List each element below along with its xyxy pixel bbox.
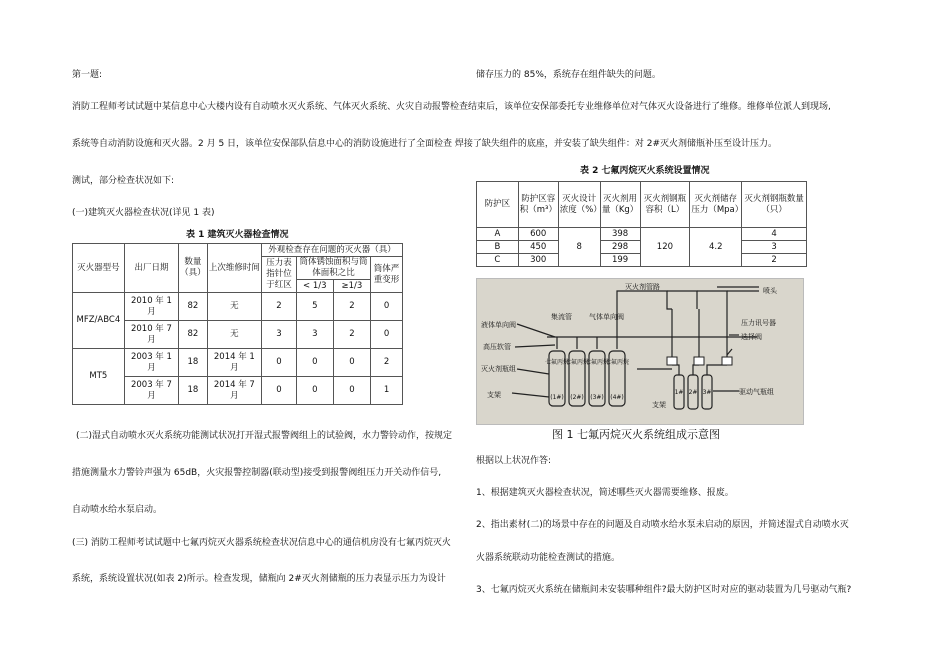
section-2-line-1: (二)湿式自动喷水灭火系统功能测试状况打开湿式报警阀组上的试验阀，水力警铃动作，按规定 [76, 431, 453, 441]
cell-volume: 600 [518, 228, 558, 241]
cell-date: 2003 年 1 月 [124, 349, 178, 377]
figure-caption: 图 1 七氟丙烷灭火系统组成示意图 [552, 428, 720, 441]
cell-amount: 398 [600, 228, 640, 241]
question-2-line-2: 火器系统联动功能检查测试的措施。 [476, 553, 621, 563]
cell-qty: 82 [179, 321, 208, 349]
cylinder-label: 七氟丙烷 [544, 359, 570, 366]
cell-zone: A [477, 228, 519, 241]
drive-number: 3# [702, 389, 712, 396]
th-cylinder-volume: 灭火剂钢瓶容积（L） [640, 182, 690, 228]
cell-type: MFZ/ABC4 [73, 293, 125, 349]
table1-caption: 表 1 建筑灭火器检查情况 [186, 230, 289, 240]
heading-question-1: 第一题: [72, 70, 103, 80]
th-deform: 筒体严重变形 [371, 257, 403, 293]
label-liquid-check-valve: 液体单向阀 [481, 321, 516, 329]
label-frame: 支架 [487, 391, 501, 399]
label-selector-valve: 选择阀 [741, 333, 762, 341]
section-3-line-2: 系统，系统设置状况(如表 2)所示。检查发现，储瓶向 2#灭火剂储瓶的压力表显示压力为设计 [72, 574, 446, 584]
cell-lt: 5 [296, 293, 333, 321]
cylinder-number: (4#) [610, 394, 624, 401]
cell-ge: 0 [333, 377, 370, 405]
drive-number: 1# [674, 389, 684, 396]
cell-deform: 1 [371, 377, 403, 405]
table-row [477, 228, 807, 241]
cell-amount: 298 [600, 241, 640, 254]
cell-volume: 450 [518, 241, 558, 254]
prompt-answer: 根据以上状况作答: [476, 456, 552, 466]
cell-gauge: 0 [262, 377, 297, 405]
paragraph-check: 测试，部分检查状况如下: [72, 176, 175, 186]
table-row [73, 349, 403, 377]
cell-type: MT5 [73, 349, 125, 405]
cell-volume: 300 [518, 254, 558, 267]
cell-deform: 2 [371, 349, 403, 377]
section-1-title: (一)建筑灭火器检查状况(详见 1 表) [72, 208, 215, 218]
question-3: 3、七氟丙烷灭火系统在储瓶间未安装哪种组件?最大防护区时对应的驱动装置为几号驱动气瓶? [476, 585, 852, 595]
cell-deform: 0 [371, 293, 403, 321]
paragraph-intro-2: 系统等自动消防设施和灭火器。2 月 5 日，该单位安保部队信息中心的消防设施进行了全面检查 焊接了缺失组件的底座，并安装了缺失组件：对 2#灭火剂储瓶补压至设计压力。 [72, 139, 778, 149]
th-gauge-red: 压力表指针位于红区 [262, 257, 297, 293]
label-manifold: 集流管 [551, 313, 572, 321]
th-qty: 数量（具） [179, 244, 208, 293]
cell-date: 2010 年 7 月 [124, 321, 178, 349]
question-2-line-1: 2、指出素材(二)的场景中存在的问题及自动喷水给水泵未启动的原因，并简述湿式自动喷水灭 [476, 520, 849, 530]
cell-cylinder-volume: 120 [640, 228, 690, 267]
section-2-line-3: 自动喷水给水泵启动。 [72, 505, 163, 515]
cell-qty: 18 [179, 377, 208, 405]
th-lt-third: < 1/3 [296, 280, 333, 293]
cell-last: 2014 年 7 月 [207, 377, 261, 405]
paragraph-intro: 消防工程师考试试题中某信息中心大楼内设有自动喷水灭火系统、气体灭火系统、火灾自动报警检查结束后，该单位安保部委托专业维修单位对气体灭火设备进行了维修。维修单位派人到现场, [72, 102, 831, 112]
th-pressure: 灭火剂储存压力（Mpa） [690, 182, 742, 228]
cylinder-number: (3#) [590, 394, 604, 401]
question-1: 1、根据建筑灭火器检查状况，简述哪些灭火器需要维修、报废。 [476, 488, 734, 498]
cell-ge: 0 [333, 349, 370, 377]
section-2-line-2: 措施测量水力警铃声强为 65dB，火灾报警控制器(联动型)接受到报警阀组压力开关动作信号, [72, 468, 442, 478]
cell-last: 无 [207, 321, 261, 349]
cell-count: 4 [742, 228, 807, 241]
section-3-line-1: (三) 消防工程师考试试题中七氟丙烷灭火器系统检查状况信息中心的通信机房没有七氟丙烷灭火 [72, 538, 451, 548]
th-amount: 灭火剂用量（Kg） [600, 182, 640, 228]
label-agent-pipe: 灭火剂管路 [625, 283, 660, 291]
cell-deform: 0 [371, 321, 403, 349]
th-volume: 防护区容积（m³） [518, 182, 558, 228]
cylinder-number: (1#) [550, 394, 564, 401]
th-concentration: 灭火设计浓度（%） [558, 182, 600, 228]
cell-amount: 199 [600, 254, 640, 267]
label-cylinder-group: 灭火剂瓶组 [481, 365, 516, 373]
cell-date: 2003 年 7 月 [124, 377, 178, 405]
cell-lt: 3 [296, 321, 333, 349]
th-last-repair: 上次维修时间 [207, 244, 261, 293]
cell-pressure: 4.2 [690, 228, 742, 267]
cell-qty: 18 [179, 349, 208, 377]
th-zone: 防护区 [477, 182, 519, 228]
system-diagram [476, 278, 804, 425]
cell-count: 3 [742, 241, 807, 254]
th-ge-third: ≥1/3 [333, 280, 370, 293]
cell-zone: C [477, 254, 519, 267]
cell-count: 2 [742, 254, 807, 267]
drive-number: 2# [688, 389, 698, 396]
label-drive-cylinder: 驱动气瓶组 [739, 388, 774, 396]
cell-date: 2010 年 1 月 [124, 293, 178, 321]
cell-ge: 2 [333, 321, 370, 349]
th-type: 灭火器型号 [73, 244, 125, 293]
label-nozzle: 喷头 [763, 287, 777, 295]
paragraph-continued: 储存压力的 85%，系统存在组件缺失的问题。 [476, 70, 661, 80]
cell-concentration: 8 [558, 228, 600, 267]
table-extinguisher-check [72, 243, 403, 405]
th-rust-ratio: 筒体锈蚀面积与筒体面积之比 [296, 257, 370, 280]
label-gas-check-valve: 气体单向阀 [589, 313, 624, 321]
th-cylinder-count: 灭火剂钢瓶数量（只） [742, 182, 807, 228]
cell-lt: 0 [296, 377, 333, 405]
cell-gauge: 0 [262, 349, 297, 377]
cylinder-label: 七氟丙烷 [564, 359, 590, 366]
cell-lt: 0 [296, 349, 333, 377]
label-pressure-signal: 压力讯号器 [741, 319, 776, 327]
table-row [73, 293, 403, 321]
table-heptafluoropropane-setup [476, 181, 807, 267]
th-date: 出厂日期 [124, 244, 178, 293]
cell-zone: B [477, 241, 519, 254]
cell-ge: 2 [333, 293, 370, 321]
cell-last: 无 [207, 293, 261, 321]
cell-qty: 82 [179, 293, 208, 321]
cell-last: 2014 年 1 月 [207, 349, 261, 377]
cylinder-label: 七氟丙烷 [604, 359, 630, 366]
cylinder-label: 七氟丙烷 [584, 359, 610, 366]
label-hose: 高压软管 [483, 343, 511, 351]
cell-gauge: 3 [262, 321, 297, 349]
cylinder-number: (2#) [570, 394, 584, 401]
table2-caption: 表 2 七氟丙烷灭火系统设置情况 [580, 166, 710, 176]
cell-gauge: 2 [262, 293, 297, 321]
th-appearance-group: 外观检查存在问题的灭火器（具） [262, 244, 403, 257]
label-frame-2: 支架 [652, 401, 666, 409]
